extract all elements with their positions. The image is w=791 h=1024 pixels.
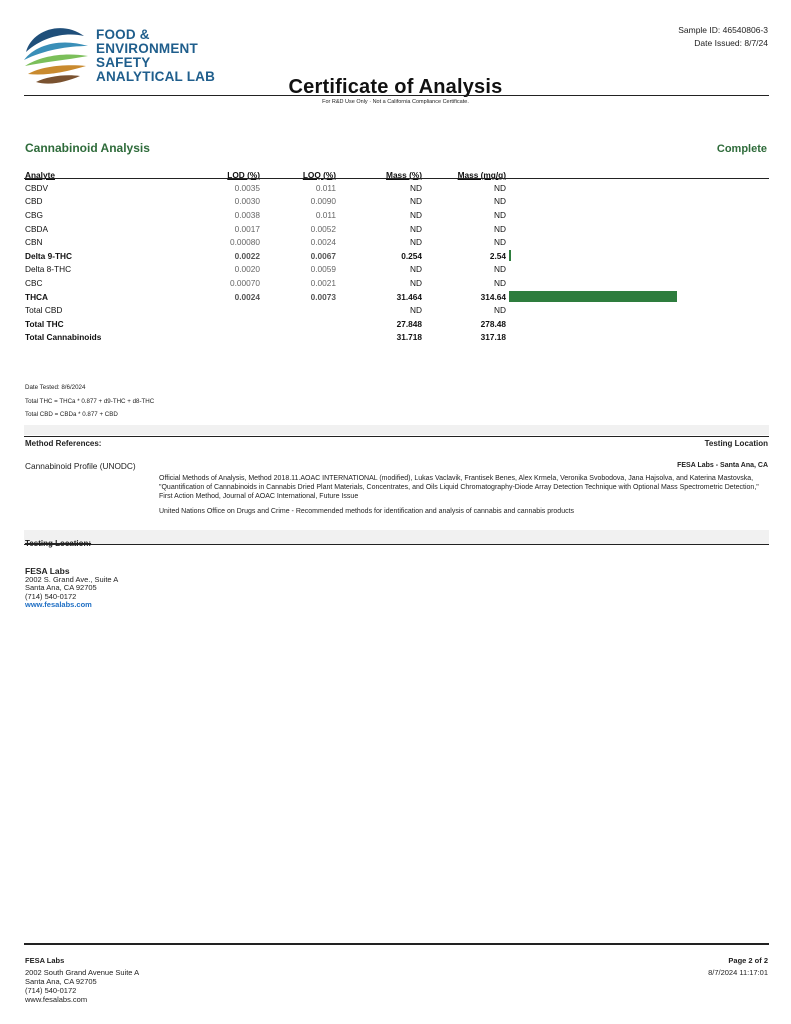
lod-cell: 0.0024: [234, 291, 260, 302]
loq-cell: 0.0024: [310, 237, 336, 248]
method-lab: FESA Labs - Santa Ana, CA: [677, 462, 768, 469]
methods-location-heading: Testing Location: [704, 439, 768, 448]
location-phone: (714) 540-0172: [25, 591, 77, 601]
mass-pct-cell: 27.848: [396, 318, 422, 329]
loq-cell: [260, 303, 336, 317]
mass-pct-cell: ND: [410, 209, 422, 220]
col-loq: LOQ (%): [302, 170, 336, 180]
mass-pct-cell: ND: [410, 264, 422, 275]
table-row: [25, 263, 769, 277]
analyte-cell: CBDV: [25, 182, 49, 193]
total-cbd-formula: Total CBD = CBDa * 0.877 + CBD: [25, 411, 118, 418]
mass-mg-cell: 317.18: [480, 332, 506, 343]
page-title: Certificate of Analysis: [288, 76, 503, 98]
loq-cell: 0.0052: [310, 223, 336, 234]
footer-phone: (714) 540-0172: [25, 986, 77, 995]
lod-cell: 0.0022: [234, 250, 260, 261]
lod-cell: 0.00070: [230, 277, 260, 288]
lod-cell: 0.0017: [234, 223, 260, 234]
testing-location-band: [24, 530, 769, 544]
lod-cell: 0.0038: [234, 209, 260, 220]
footer-rule: [24, 943, 769, 945]
loq-cell: [260, 331, 336, 345]
loq-cell: 0.0067: [310, 250, 336, 261]
sample-info: [678, 24, 768, 50]
mass-mg-cell: 2.54: [489, 250, 506, 261]
loq-cell: 0.0059: [310, 264, 336, 275]
testing-location-rule: [24, 544, 769, 545]
table-row: [25, 317, 769, 331]
mass-mg-cell: ND: [494, 196, 506, 207]
mass-pct-cell: ND: [410, 182, 422, 193]
bar-cell: [506, 235, 769, 249]
lod-cell: 0.0030: [234, 196, 260, 207]
title-rule: [24, 95, 769, 96]
methods-heading: Method References:: [25, 439, 102, 448]
loq-cell: 0.011: [315, 182, 336, 193]
col-mass-pct: Mass (%): [386, 170, 422, 180]
analyte-cell: Total Cannabinoids: [25, 332, 102, 343]
logo-line-1: FOOD &: [96, 27, 150, 42]
bar-cell: [506, 208, 769, 222]
lod-cell: 0.0020: [234, 264, 260, 275]
table-row: [25, 290, 769, 304]
mass-pct-cell: 0.254: [401, 250, 422, 261]
bar-cell: [506, 263, 769, 277]
mass-mg-cell: 278.48: [480, 318, 506, 329]
footer-address1: 2002 South Grand Avenue Suite A: [25, 968, 140, 977]
page-subtitle: For R&D Use Only · Not a California Compliance Certificate.: [322, 99, 469, 105]
date-issued: Date Issued: 8/7/24: [694, 38, 768, 48]
loq-cell: 0.0021: [310, 277, 336, 288]
loq-cell: [260, 317, 336, 331]
mass-pct-cell: 31.464: [396, 291, 422, 302]
table-row: [25, 276, 769, 290]
lod-cell: [185, 331, 260, 345]
mass-pct-cell: ND: [410, 277, 422, 288]
analyte-cell: Total THC: [25, 318, 64, 329]
footer-name: FESA Labs: [25, 956, 65, 965]
method-reference-2: United Nations Office on Drugs and Crime - Recommended methods for identification and analysis of cannabis and cannabis products: [159, 508, 575, 515]
mass-pct-cell: 31.718: [396, 332, 422, 343]
lod-cell: [185, 317, 260, 331]
col-bar: [506, 169, 769, 181]
logo-line-3: SAFETY: [96, 55, 151, 70]
bar-cell: [506, 222, 769, 236]
loq-cell: 0.0090: [310, 196, 336, 207]
table-row: [25, 208, 769, 222]
footer-address2: Santa Ana, CA 92705: [25, 977, 97, 986]
table-row: [25, 249, 769, 263]
bar-cell: [506, 195, 769, 209]
analyte-cell: CBD: [25, 196, 43, 207]
analysis-title: Cannabinoid Analysis: [25, 141, 150, 155]
mass-mg-cell: ND: [494, 209, 506, 220]
bar-cell: [506, 181, 769, 195]
analyte-cell: CBDA: [25, 223, 49, 234]
methods-rule: [24, 436, 769, 437]
sample-id: Sample ID: 46540806-3: [678, 25, 768, 35]
table-row: [25, 303, 769, 317]
bar-cell: [506, 317, 769, 331]
loq-cell: 0.011: [315, 209, 336, 220]
mass-bar: [509, 250, 511, 261]
logo-line-2: ENVIRONMENT: [96, 41, 198, 56]
mass-mg-cell: 314.64: [480, 291, 506, 302]
footer-website: www.fesalabs.com: [25, 995, 88, 1004]
table-row: [25, 331, 769, 345]
mass-mg-cell: ND: [494, 237, 506, 248]
total-thc-formula: Total THC = THCa * 0.877 + d9-THC + d8-THC: [25, 398, 155, 405]
col-lod: LOD (%): [227, 170, 260, 180]
analyte-cell: CBC: [25, 277, 43, 288]
date-tested: Date Tested: 8/6/2024: [25, 384, 86, 391]
testing-location-block: [25, 567, 118, 610]
mass-mg-cell: ND: [494, 277, 506, 288]
location-website-link[interactable]: www.fesalabs.com: [25, 600, 92, 610]
mass-bar: [509, 291, 677, 302]
table-row: [25, 195, 769, 209]
methods-band: [24, 425, 769, 435]
lod-cell: [185, 303, 260, 317]
footer-address: [25, 956, 139, 1004]
table-header-row: [25, 169, 769, 181]
table-header-rule: [24, 178, 769, 179]
lod-cell: 0.00080: [230, 237, 260, 248]
table-row: [25, 181, 769, 195]
mass-pct-cell: ND: [410, 305, 422, 316]
cannabinoid-table: [25, 169, 769, 344]
mass-pct-cell: ND: [410, 237, 422, 248]
location-address1: 2002 S. Grand Ave., Suite A: [25, 574, 119, 584]
analysis-status: Complete: [716, 143, 767, 155]
lod-cell: 0.0035: [234, 182, 260, 193]
logo-line-4: ANALYTICAL LAB: [96, 69, 216, 84]
bar-cell: [506, 331, 769, 345]
mass-mg-cell: ND: [494, 305, 506, 316]
table-row: [25, 235, 769, 249]
bar-cell: [506, 303, 769, 317]
footer-page: Page 2 of 2: [728, 956, 768, 965]
bar-cell: [506, 276, 769, 290]
analyte-cell: CBN: [25, 237, 43, 248]
analyte-cell: Total CBD: [25, 305, 63, 316]
bar-cell: [506, 249, 769, 263]
mass-pct-cell: ND: [410, 196, 422, 207]
location-name: FESA Labs: [25, 566, 70, 576]
mass-mg-cell: ND: [494, 182, 506, 193]
col-analyte: Analyte: [25, 170, 55, 180]
mass-pct-cell: ND: [410, 223, 422, 234]
method-profile: Cannabinoid Profile (UNODC): [25, 461, 136, 471]
analyte-cell: CBG: [25, 209, 43, 220]
mass-mg-cell: ND: [494, 223, 506, 234]
location-address2: Santa Ana, CA 92705: [25, 583, 97, 593]
testing-location-heading: Testing Location:: [25, 539, 92, 548]
bar-cell: [506, 290, 769, 304]
footer-page-info: [708, 956, 768, 977]
loq-cell: 0.0073: [310, 291, 336, 302]
col-mass-mg: Mass (mg/g): [457, 170, 506, 180]
table-body: [25, 181, 769, 344]
mass-mg-cell: ND: [494, 264, 506, 275]
analyte-cell: THCA: [25, 291, 49, 302]
table-row: [25, 222, 769, 236]
method-reference-1: Official Methods of Analysis, Method 2018.11.AOAC INTERNATIONAL (modified), Lukas Vaclavik, Frantisek Benes, Alex Krmela, Veronika Svobodova, Jana Hajsolva, and Katerina Mastovska, "Quantification of Cannabinoids in Cannabis Dried Plant Materials, Concentrates, and Oils Liquid Chromatography-Diode Array Detection Technique with Optional Mass Spectrometric Detection," First Action Method, Journal of AOAC International, Future Issue: [159, 475, 759, 500]
analyte-cell: Delta 8-THC: [25, 264, 72, 275]
analyte-cell: Delta 9-THC: [25, 250, 73, 261]
footer-timestamp: 8/7/2024 11:17:01: [708, 968, 768, 977]
